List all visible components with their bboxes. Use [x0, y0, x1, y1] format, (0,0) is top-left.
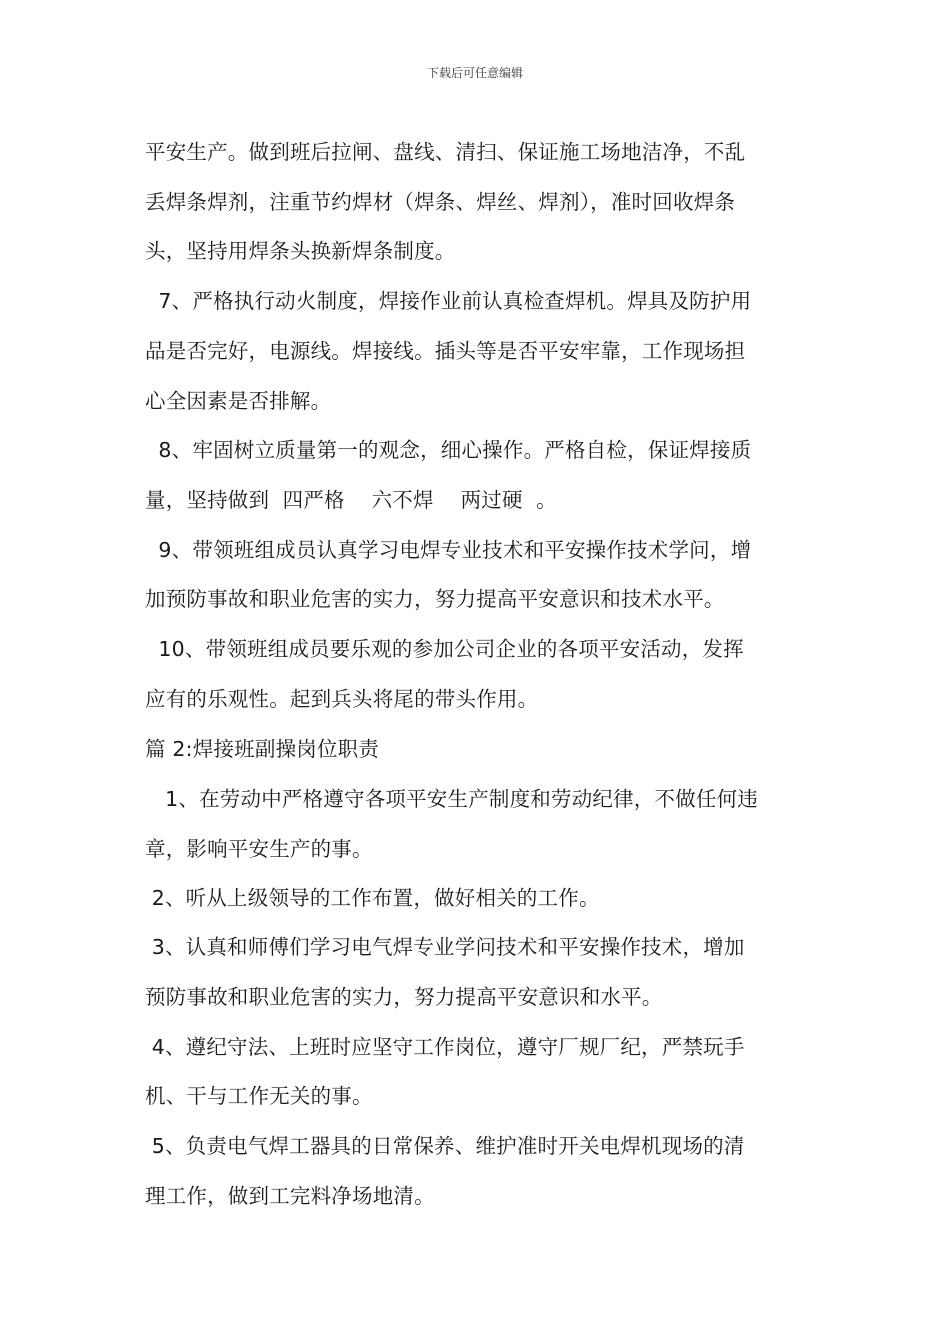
text-line: 加预防事故和职业危害的实力，努力提高平安意识和技术水平。 — [145, 587, 725, 611]
page-header: 下载后可任意编辑 — [426, 66, 523, 80]
text-line: 5、负责电气焊工器具的日常保养、维护准时开关电焊机现场的清 — [145, 1134, 745, 1158]
text-line: 平安生产。做到班后拉闸、盘线、清扫、保证施工场地洁净，不乱 — [145, 140, 746, 164]
text-line: 应有的乐观性。起到兵头将尾的带头作用。 — [145, 687, 539, 711]
text-line: 量，坚持做到 四严格 六不焊 两过硬 。 — [145, 488, 557, 512]
text-line: 理工作，做到工完料净场地清。 — [145, 1184, 435, 1208]
text-line: 4、遵纪守法、上班时应坚守工作岗位，遵守厂规厂纪，严禁玩手 — [145, 1035, 745, 1059]
text-line: 章，影响平安生产的事。 — [145, 837, 373, 861]
text-line: 10、带领班组成员要乐观的参加公司企业的各项平安活动，发挥 — [145, 637, 744, 661]
text-line: 7、严格执行动火制度，焊接作业前认真检查焊机。焊具及防护用 — [145, 289, 752, 313]
section-title: 篇 2:焊接班副操岗位职责 — [145, 737, 380, 761]
text-line: 2、听从上级领导的工作布置，做好相关的工作。 — [145, 886, 600, 910]
text-line: 1、在劳动中严格遵守各项平安生产制度和劳动纪律，不做任何违 — [145, 787, 758, 811]
text-line: 头，坚持用焊条头换新焊条制度。 — [145, 239, 456, 263]
text-line: 机、干与工作无关的事。 — [145, 1084, 373, 1108]
text-line: 心全因素是否排解。 — [145, 389, 332, 413]
text-line: 9、带领班组成员认真学习电焊专业技术和平安操作技术学问，增 — [145, 538, 752, 562]
text-line: 8、牢固树立质量第一的观念，细心操作。严格自检，保证焊接质 — [145, 438, 752, 462]
text-line: 品是否完好，电源线。焊接线。插头等是否平安牢靠，工作现场担 — [145, 339, 746, 363]
text-line: 预防事故和职业危害的实力，努力提高平安意识和水平。 — [145, 985, 663, 1009]
text-line: 丢焊条焊剂，注重节约焊材（焊条、焊丝、焊剂），准时回收焊条 — [145, 190, 736, 214]
text-line: 3、认真和师傅们学习电气焊专业学问技术和平安操作技术，增加 — [145, 935, 745, 959]
